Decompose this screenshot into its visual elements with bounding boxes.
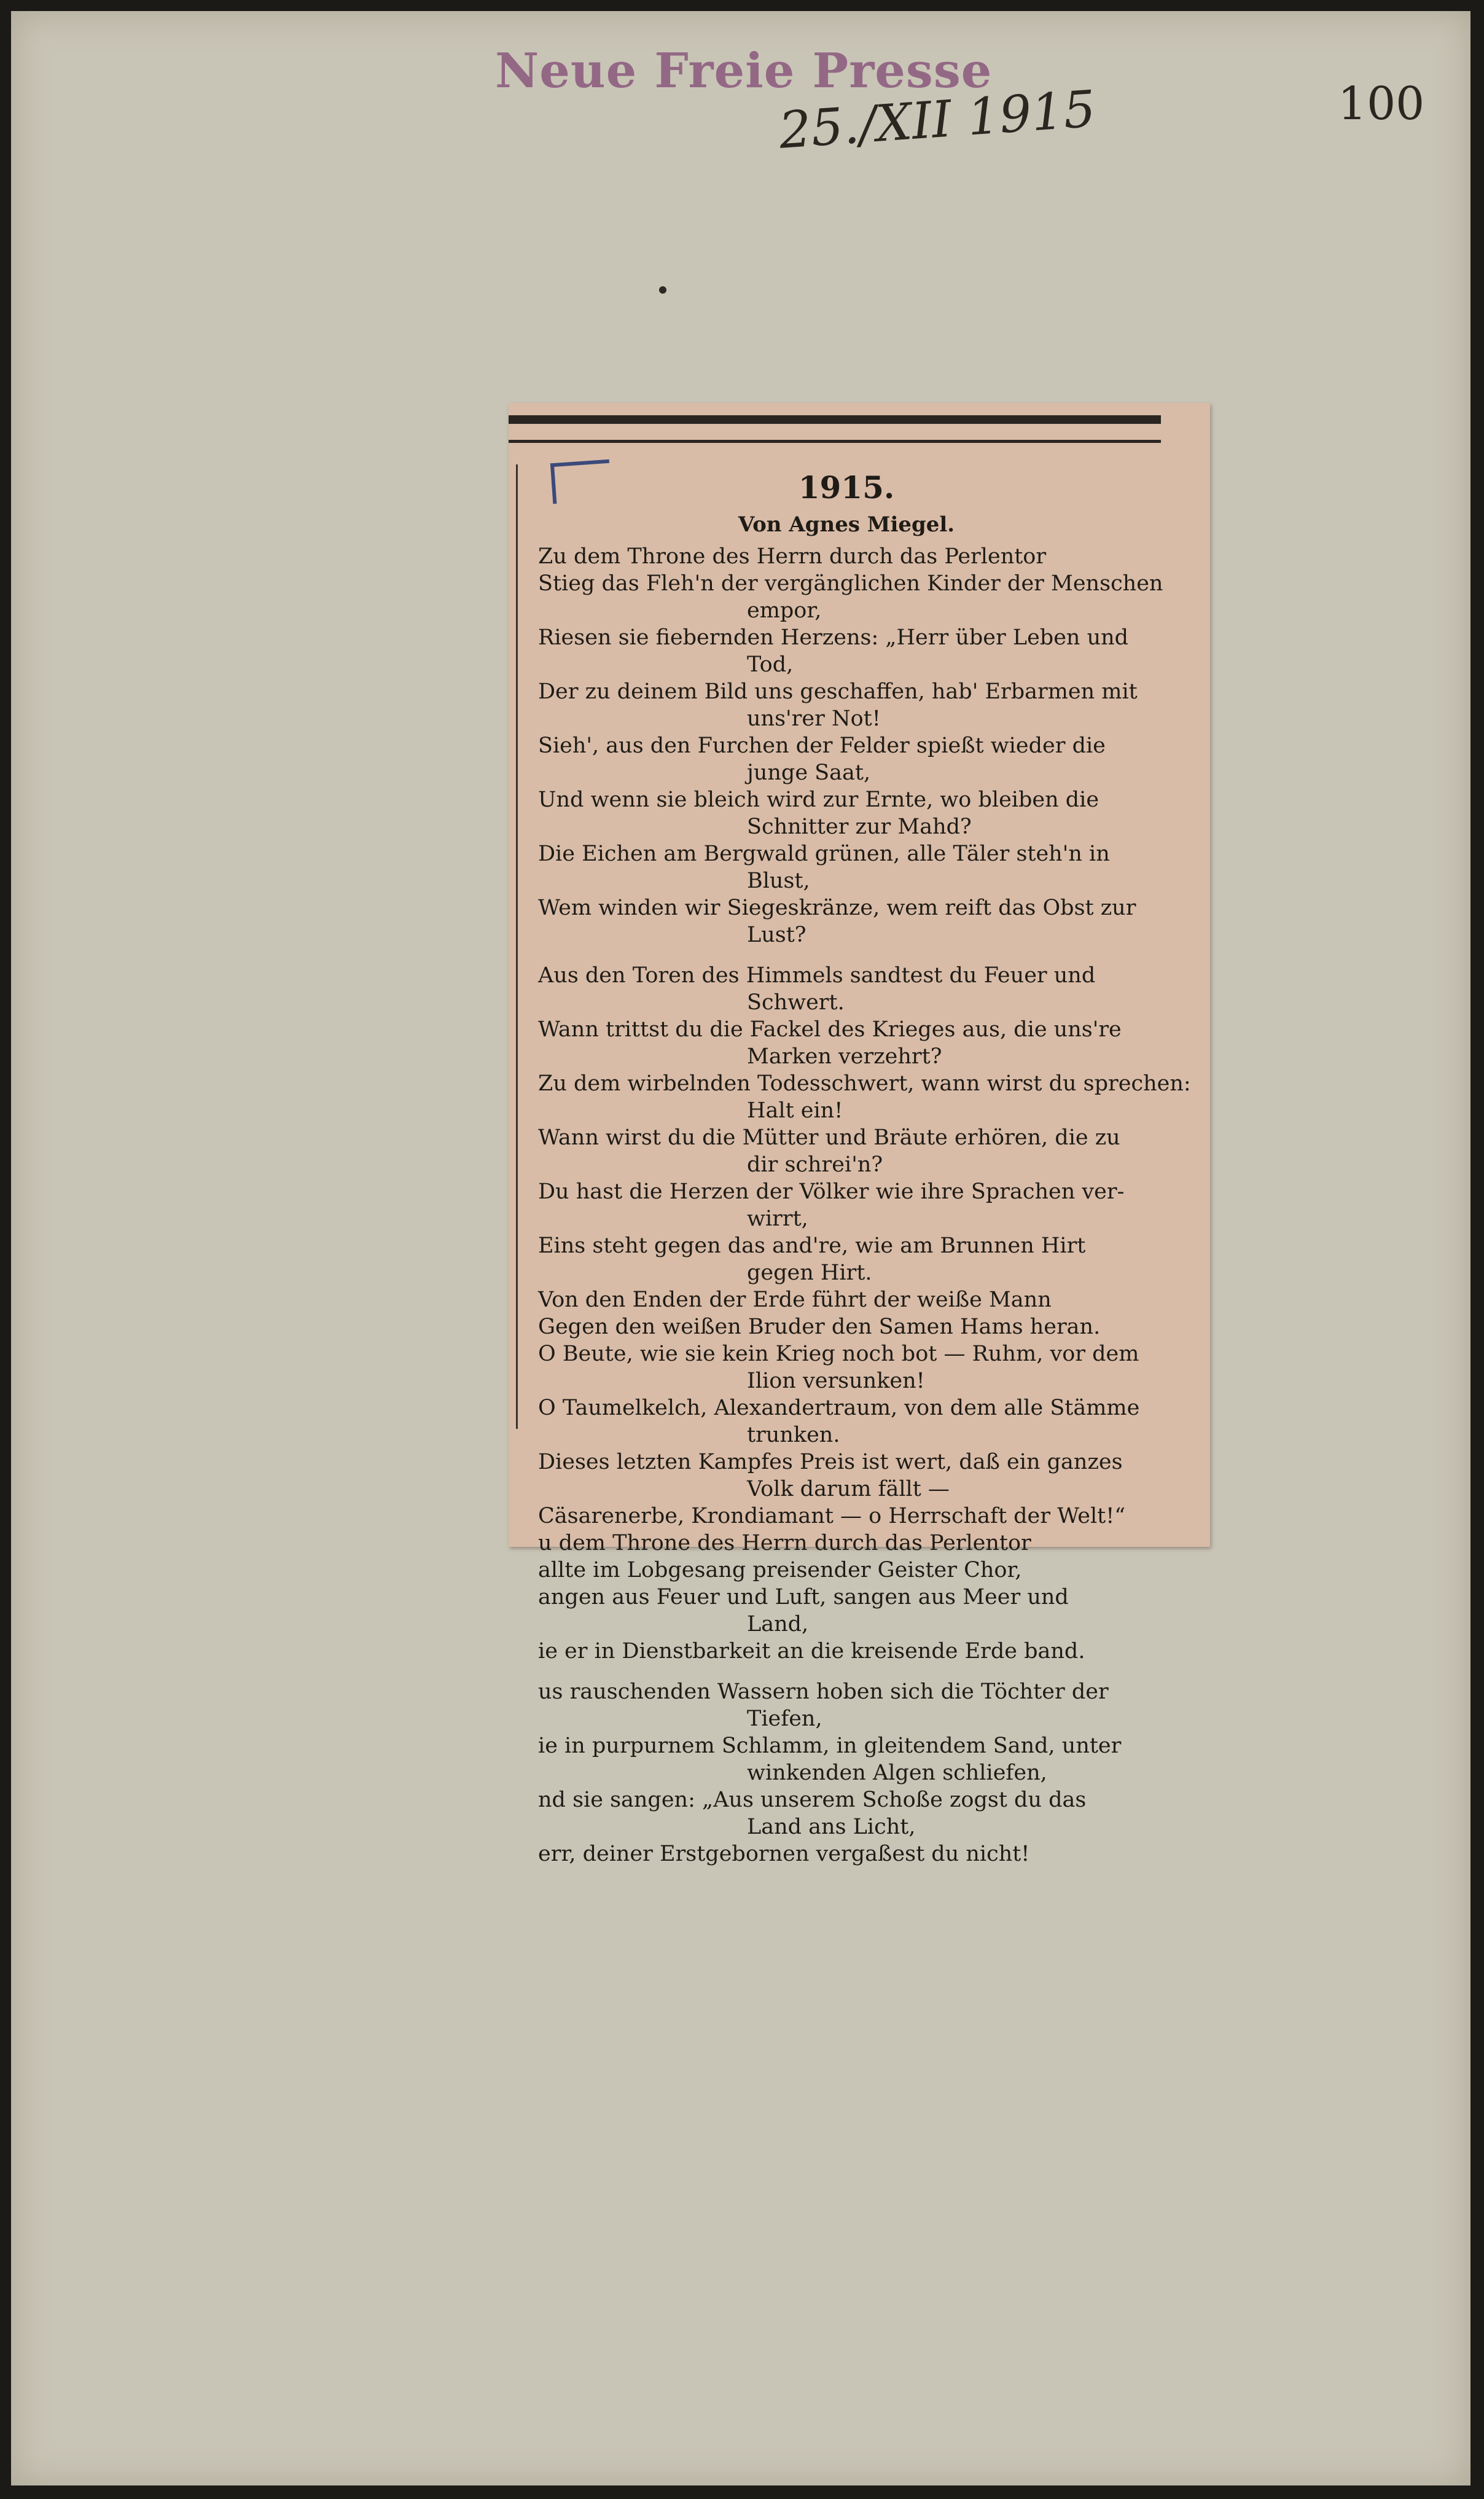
- poem-line: dir schrei'n?: [747, 1152, 883, 1177]
- poem-line: Land,: [747, 1612, 809, 1637]
- stanza-gap: [538, 948, 1184, 962]
- poem-line: Blust,: [747, 869, 810, 893]
- poem-line: Schwert.: [747, 990, 845, 1015]
- poem-line: Cäsarenerbe, Krondiamant — o Herrschaft der Welt!“: [538, 1504, 1126, 1528]
- poem-line: nd sie sangen: „Aus unserem Schoße zogst du das: [538, 1788, 1087, 1812]
- newspaper-stamp: Neue Freie Presse: [495, 43, 993, 99]
- folio-number: 100: [1338, 77, 1425, 130]
- poem-line: uns'rer Not!: [747, 706, 881, 731]
- poem-line: err, deiner Erstgebornen vergaßest du nicht!: [538, 1842, 1030, 1866]
- poem-line: allte im Lobgesang preisender Geister Chor,: [538, 1558, 1022, 1582]
- poem-line: Stieg das Fleh'n der vergänglichen Kinder der Menschen: [538, 571, 1163, 596]
- poem-line: Wann trittst du die Fackel des Krieges aus, die uns're: [538, 1017, 1122, 1042]
- column-rule: [516, 464, 518, 1429]
- poem-line: Marken verzehrt?: [747, 1044, 942, 1069]
- poem-line: Lust?: [747, 923, 806, 947]
- poem-line: Halt ein!: [747, 1098, 843, 1123]
- poem-line: Wem winden wir Siegeskränze, wem reift das Obst zur: [538, 896, 1136, 920]
- poem-line: Du hast die Herzen der Völker wie ihre Sprachen ver-: [538, 1179, 1125, 1204]
- poem-line: Tod,: [747, 652, 794, 677]
- poem-line: junge Saat,: [747, 761, 871, 785]
- poem-line: Land ans Licht,: [747, 1815, 916, 1839]
- poem-line: Volk darum fällt —: [747, 1477, 950, 1501]
- poem-line: Zu dem Throne des Herrn durch das Perlentor: [538, 544, 1047, 569]
- poem-line: Schnitter zur Mahd?: [747, 815, 972, 839]
- poem-line: ie er in Dienstbarkeit an die kreisende Erde band.: [538, 1639, 1085, 1664]
- ink-dot: [659, 286, 666, 294]
- newspaper-clipping: [509, 403, 1210, 1866]
- poem-line: us rauschenden Wassern hoben sich die Töchter der: [538, 1680, 1109, 1704]
- poem-line: gegen Hirt.: [747, 1261, 872, 1285]
- poem-line: Von den Enden der Erde führt der weiße Mann: [538, 1288, 1052, 1312]
- poem-line: Und wenn sie bleich wird zur Ernte, wo bleiben die: [538, 788, 1099, 812]
- poem-line: Die Eichen am Bergwald grünen, alle Täler steh'n in: [538, 842, 1110, 866]
- poem-body: [538, 543, 1191, 1867]
- top-rule-thin: [509, 440, 1161, 443]
- poem-line: Ilion versunken!: [747, 1369, 925, 1393]
- top-rule-thick: [509, 415, 1161, 424]
- poem-line: empor,: [747, 598, 822, 623]
- poem-line: Riesen sie fiebernden Herzens: „Herr über Leben und: [538, 625, 1129, 650]
- poem-line: Zu dem wirbelnden Todesschwert, wann wirst du sprechen:: [538, 1071, 1191, 1096]
- poem-line: Wann wirst du die Mütter und Bräute erhören, die zu: [538, 1125, 1120, 1150]
- poem-line: winkenden Algen schliefen,: [747, 1761, 1047, 1785]
- poem-line: angen aus Feuer und Luft, sangen aus Meer und: [538, 1585, 1069, 1609]
- stanza-gap: [538, 1665, 1184, 1678]
- poem-line: O Taumelkelch, Alexandertraum, von dem alle Stämme: [538, 1396, 1140, 1420]
- poem-line: Dieses letzten Kampfes Preis ist wert, daß ein ganzes: [538, 1450, 1123, 1474]
- poem-line: Der zu deinem Bild uns geschaffen, hab' Erbarmen mit: [538, 679, 1138, 704]
- poem-title: 1915.: [798, 469, 895, 506]
- poem-line: Aus den Toren des Himmels sandtest du Feuer und: [538, 963, 1096, 988]
- poem-byline: Von Agnes Miegel.: [738, 512, 955, 537]
- poem-line: Sieh', aus den Furchen der Felder spießt wieder die: [538, 733, 1106, 758]
- archive-sheet: [11, 11, 1470, 2485]
- poem-line: O Beute, wie sie kein Krieg noch bot — Ruhm, vor dem: [538, 1342, 1139, 1366]
- poem-line: trunken.: [747, 1423, 840, 1447]
- poem-line: Gegen den weißen Bruder den Samen Hams heran.: [538, 1315, 1101, 1339]
- handwritten-date: 25./XII 1915: [777, 80, 1098, 160]
- poem-line: u dem Throne des Herrn durch das Perlentor: [538, 1531, 1031, 1555]
- poem-line: ie in purpurnem Schlamm, in gleitendem Sand, unter: [538, 1734, 1122, 1758]
- poem-line: wirrt,: [747, 1206, 808, 1231]
- poem-line: Eins steht gegen das and're, wie am Brunnen Hirt: [538, 1234, 1086, 1258]
- poem-line: Tiefen,: [747, 1707, 822, 1731]
